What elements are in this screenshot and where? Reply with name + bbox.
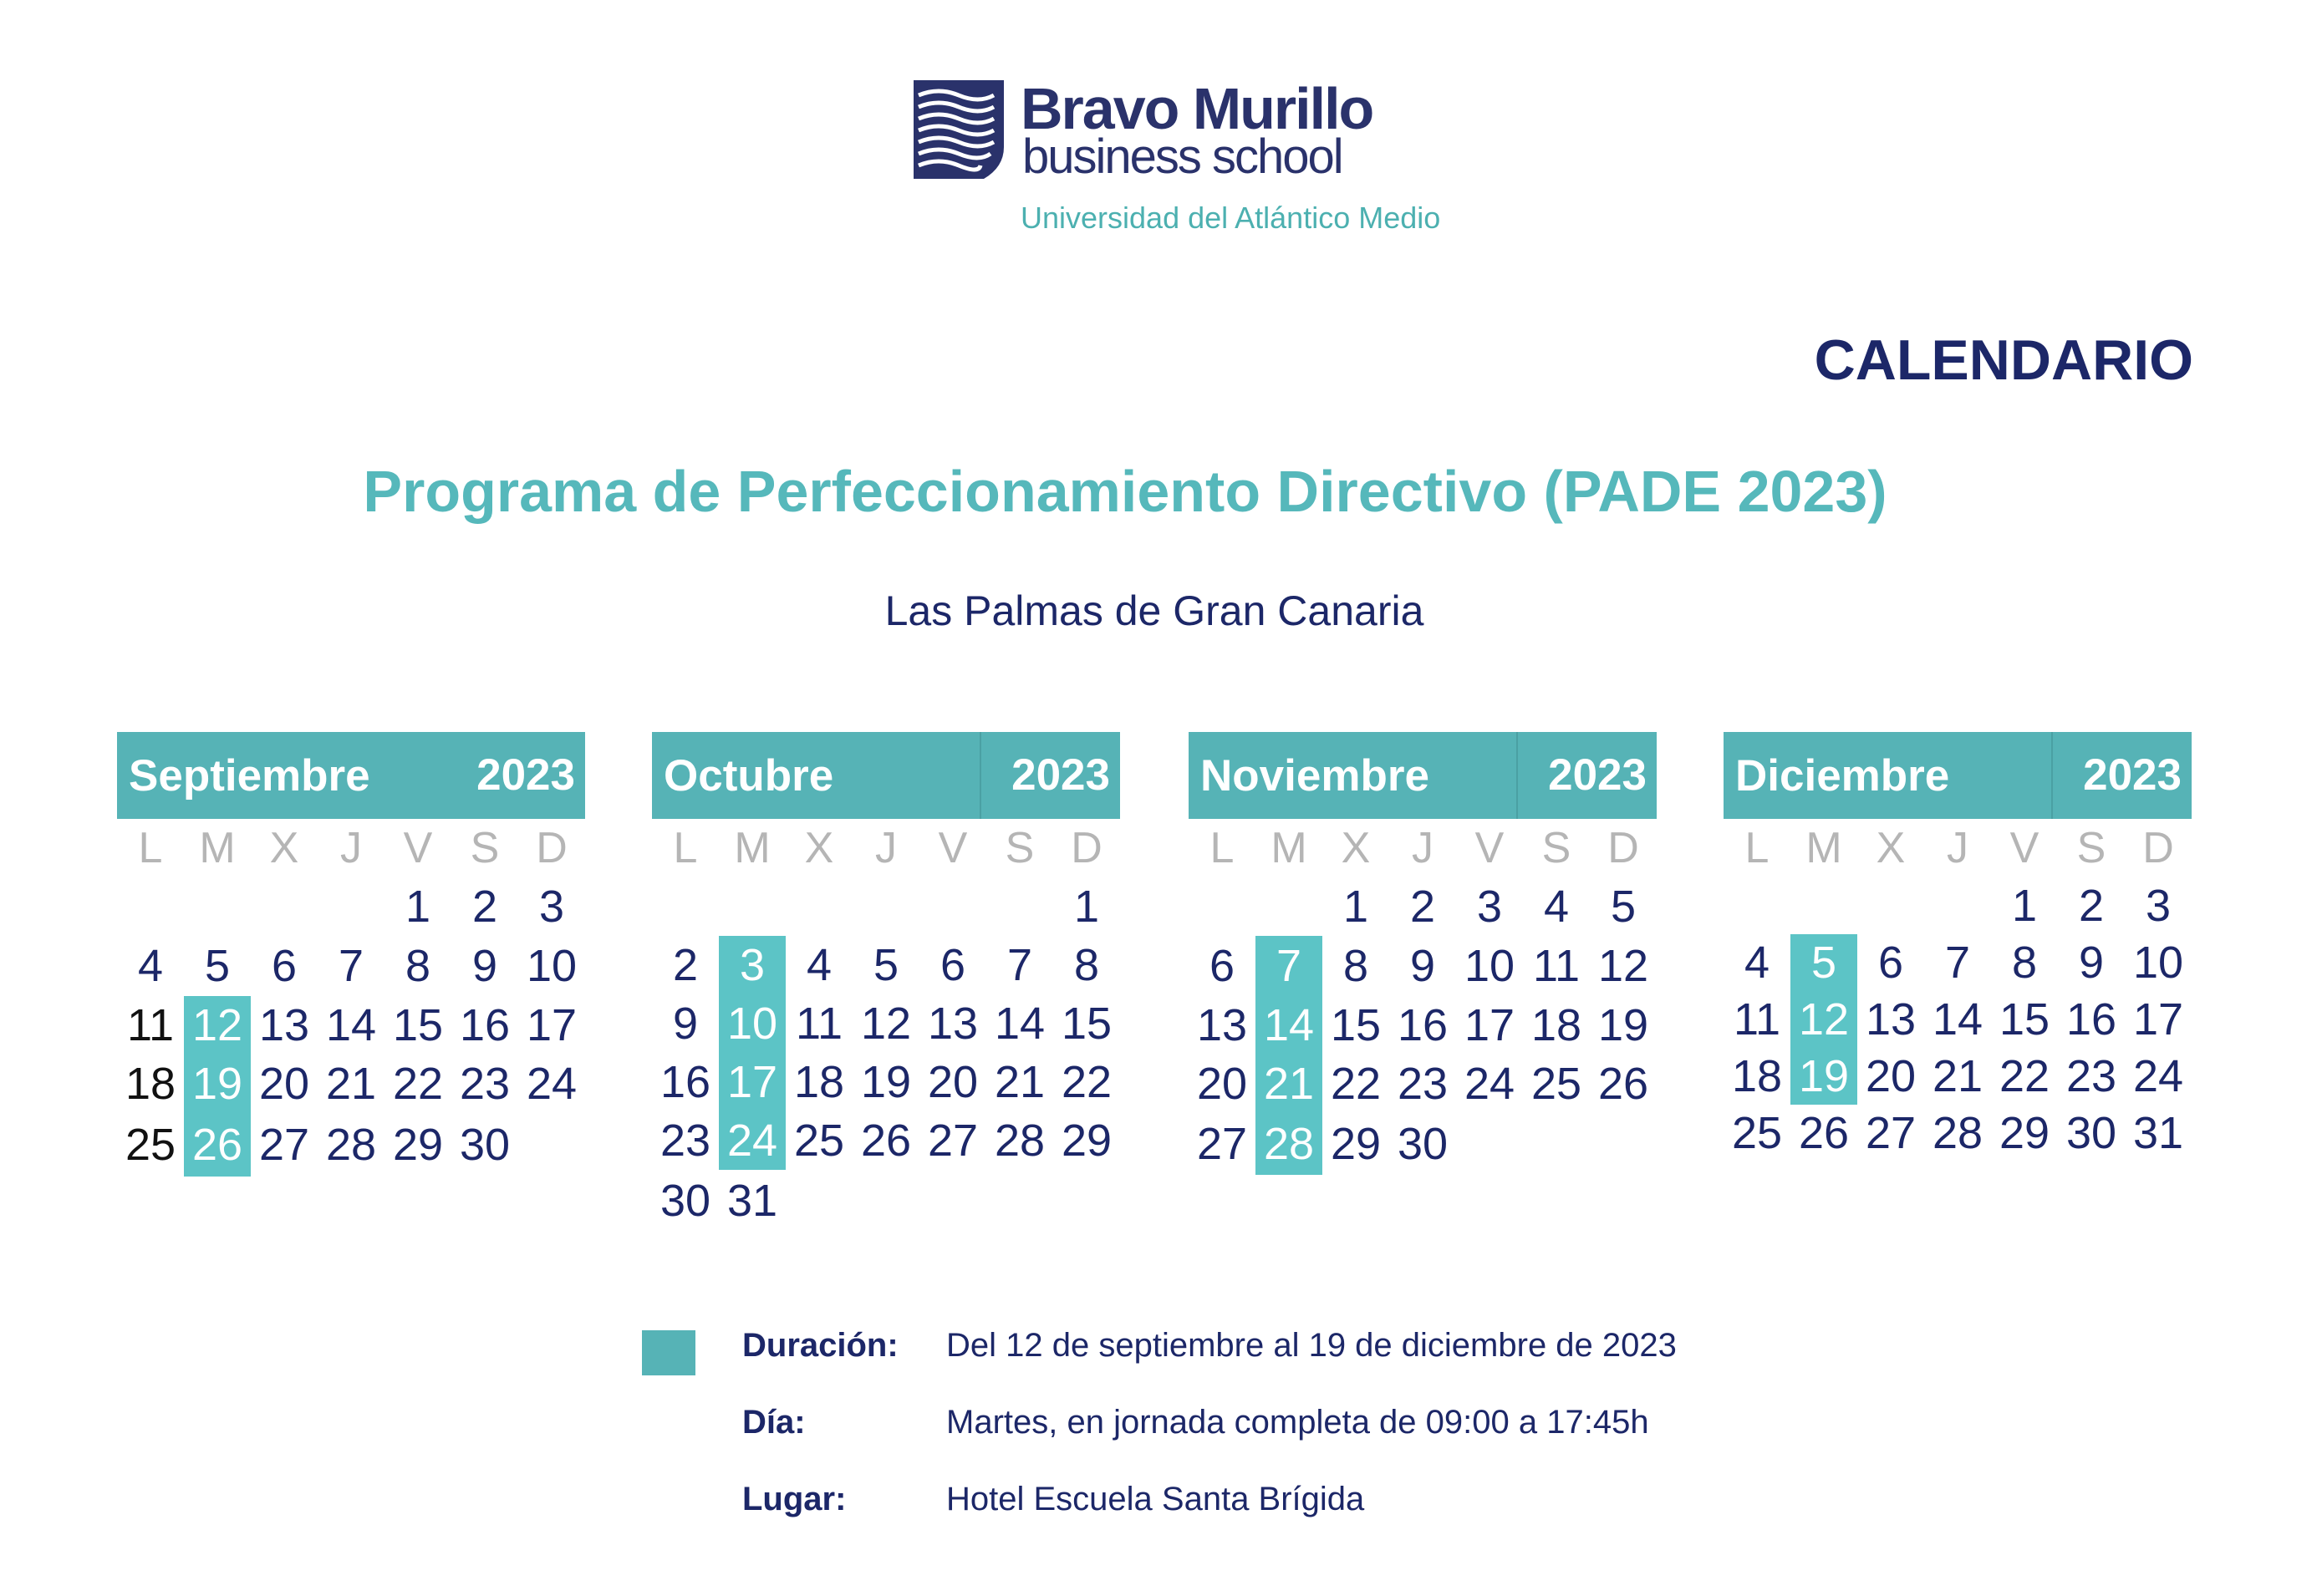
day-cell: 28	[1932, 1108, 1983, 1158]
day-cell: 21	[994, 1057, 1046, 1107]
week-row	[1724, 991, 2192, 1048]
month-septiembre	[117, 732, 585, 1177]
day-cell: 7	[1006, 940, 1033, 990]
empty-day-cell	[117, 877, 184, 936]
weekday-header-row	[1724, 819, 2192, 877]
place-label: Lugar:	[742, 1481, 847, 1517]
week-row	[652, 1111, 1120, 1170]
school-logo	[914, 77, 1449, 244]
week-row	[1189, 996, 1657, 1055]
empty-day-cell	[986, 877, 1053, 936]
month-name: Diciembre	[1735, 750, 1950, 801]
day-cell: 9	[1409, 941, 1436, 991]
weekday-label: V	[403, 824, 433, 872]
duration-label: Duración:	[742, 1327, 899, 1364]
empty-day-cell	[1724, 877, 1790, 934]
day-cell: 17	[2132, 994, 2184, 1045]
day-cell: 28	[994, 1116, 1046, 1166]
empty-day-cell	[1790, 877, 1857, 934]
day-cell: 30	[659, 1176, 711, 1226]
session-day-cell: 19	[184, 1055, 251, 1113]
day-label: Día:	[742, 1404, 806, 1441]
day-cell: 27	[1865, 1108, 1917, 1158]
weekday-header-row	[1189, 819, 1657, 877]
legend	[742, 1322, 1677, 1553]
day-cell: 3	[2145, 881, 2172, 931]
weekday-label: X	[269, 824, 299, 872]
weekday-label: V	[2009, 824, 2039, 872]
day-cell: 31	[726, 1176, 778, 1226]
university-name: Universidad del Atlántico Medio	[1021, 201, 1441, 235]
day-cell: 26	[1798, 1108, 1850, 1158]
day-cell: 1	[405, 882, 431, 932]
day-cell: 15	[1330, 1000, 1382, 1050]
empty-day-cell	[318, 877, 384, 936]
place-value: Hotel Escuela Santa Brígida	[946, 1481, 1365, 1517]
weekday-label: S	[2076, 824, 2106, 872]
month-year: 2023	[980, 732, 1120, 819]
weekday-label: D	[1071, 824, 1102, 872]
day-cell: 26	[1597, 1059, 1649, 1109]
week-row	[652, 877, 1120, 936]
day-cell: 22	[1061, 1057, 1113, 1107]
session-day-cell: 28	[1255, 1113, 1322, 1175]
day-cell: 20	[927, 1057, 979, 1107]
day-cell: 9	[672, 999, 699, 1049]
day-cell: 3	[538, 882, 565, 932]
day-cell: 19	[860, 1057, 912, 1107]
day-cell: 8	[1073, 940, 1100, 990]
day-cell: 4	[1744, 938, 1770, 988]
day-cell: 5	[873, 940, 899, 990]
day-cell: 5	[1610, 882, 1637, 932]
day-cell: 11	[795, 999, 843, 1049]
month-header	[652, 732, 1120, 819]
week-row	[652, 1170, 1120, 1232]
month-year: 2023	[1516, 732, 1657, 819]
day-cell: 29	[392, 1120, 444, 1170]
day-cell: 12	[860, 999, 912, 1049]
session-day-cell: 7	[1255, 936, 1322, 996]
weekday-label: V	[938, 824, 968, 872]
empty-day-cell	[1857, 877, 1924, 934]
empty-day-cell	[1590, 1113, 1657, 1175]
day-cell: 13	[1196, 1000, 1248, 1050]
session-day-cell: 24	[719, 1111, 786, 1170]
day-cell: 7	[338, 941, 364, 991]
weekday-header-row	[117, 819, 585, 877]
day-cell: 22	[1330, 1059, 1382, 1109]
empty-day-cell	[251, 877, 318, 936]
weekday-label: X	[1876, 824, 1906, 872]
weekday-label: M	[734, 824, 771, 872]
session-day-cell: 21	[1255, 1055, 1322, 1113]
weekday-label: L	[138, 824, 163, 872]
weekday-label: X	[804, 824, 834, 872]
empty-day-cell	[919, 1170, 986, 1232]
day-cell: 11	[126, 1000, 175, 1050]
day-cell: 17	[1464, 1000, 1515, 1050]
weekday-label: J	[340, 824, 362, 872]
day-cell: 8	[2011, 938, 2038, 988]
day-cell: 27	[1196, 1119, 1248, 1169]
day-cell: 24	[2132, 1051, 2184, 1101]
day-cell: 10	[2132, 938, 2184, 988]
empty-day-cell	[1053, 1170, 1120, 1232]
day-cell: 2	[672, 940, 699, 990]
day-cell: 14	[994, 999, 1046, 1049]
empty-day-cell	[719, 877, 786, 936]
session-day-cell: 19	[1790, 1048, 1857, 1105]
weekday-header-row	[652, 819, 1120, 877]
day-cell: 4	[806, 940, 833, 990]
session-day-cell: 3	[719, 936, 786, 994]
brand-subtitle: business school	[1022, 130, 1342, 184]
day-cell: 10	[1464, 941, 1515, 991]
empty-day-cell	[1255, 877, 1322, 936]
week-row	[652, 994, 1120, 1053]
empty-day-cell	[518, 1113, 585, 1177]
month-year: 2023	[476, 750, 575, 800]
day-cell: 22	[1999, 1051, 2050, 1101]
week-row	[652, 936, 1120, 994]
day-cell: 2	[471, 882, 498, 932]
day-cell: 24	[1464, 1059, 1515, 1109]
day-cell: 21	[1932, 1051, 1983, 1101]
month-days	[1724, 819, 2192, 1161]
day-cell: 9	[2078, 938, 2105, 988]
weekday-label: X	[1341, 824, 1371, 872]
session-day-cell: 5	[1790, 934, 1857, 991]
weekday-label: S	[1541, 824, 1571, 872]
day-cell: 7	[1944, 938, 1971, 988]
legend-row-day	[742, 1399, 1677, 1476]
month-diciembre	[1724, 732, 2192, 1161]
empty-day-cell	[1523, 1113, 1590, 1175]
empty-day-cell	[652, 877, 719, 936]
weekday-label: M	[1805, 824, 1842, 872]
day-cell: 13	[927, 999, 979, 1049]
week-row	[1189, 1055, 1657, 1113]
month-days	[117, 819, 585, 1177]
day-cell: 11	[1532, 941, 1581, 991]
weekday-label: D	[536, 824, 568, 872]
empty-day-cell	[1924, 877, 1991, 934]
day-cell: 26	[860, 1116, 912, 1166]
day-cell: 16	[659, 1057, 711, 1107]
day-cell: 23	[1397, 1059, 1449, 1109]
session-day-cell: 14	[1255, 996, 1322, 1055]
legend-row-duration	[742, 1322, 1677, 1399]
day-cell: 29	[1330, 1119, 1382, 1169]
day-cell: 20	[258, 1059, 310, 1109]
day-cell: 22	[392, 1059, 444, 1109]
empty-day-cell	[786, 1170, 853, 1232]
day-cell: 16	[1397, 1000, 1449, 1050]
weekday-label: L	[1744, 824, 1770, 872]
week-row	[1724, 1105, 2192, 1161]
week-row	[117, 1113, 585, 1177]
day-cell: 18	[1731, 1051, 1783, 1101]
week-row	[117, 877, 585, 936]
empty-day-cell	[853, 877, 919, 936]
month-octubre	[652, 732, 1120, 1232]
city-name: Las Palmas de Gran Canaria	[884, 587, 1424, 634]
page-title: CALENDARIO	[1814, 328, 2193, 392]
weekday-label: M	[199, 824, 236, 872]
day-cell: 15	[1061, 999, 1113, 1049]
day-cell: 28	[325, 1120, 377, 1170]
day-cell: 25	[125, 1120, 176, 1170]
day-cell: 30	[2065, 1108, 2117, 1158]
session-day-cell: 17	[719, 1053, 786, 1111]
day-cell: 14	[325, 1000, 377, 1050]
duration-value: Del 12 de septiembre al 19 de diciembre de 2023	[946, 1327, 1677, 1364]
empty-day-cell	[184, 877, 251, 936]
day-cell: 6	[271, 941, 298, 991]
empty-day-cell	[786, 877, 853, 936]
empty-day-cell	[986, 1170, 1053, 1232]
day-cell: 23	[2065, 1051, 2117, 1101]
month-days	[652, 819, 1120, 1232]
day-cell: 27	[927, 1116, 979, 1166]
day-cell: 21	[325, 1059, 377, 1109]
day-cell: 6	[940, 940, 966, 990]
program-title: Programa de Perfeccionamiento Directivo (PADE 2023)	[363, 459, 1887, 524]
weekday-label: D	[2142, 824, 2174, 872]
week-row	[1724, 877, 2192, 934]
day-cell: 23	[459, 1059, 511, 1109]
day-cell: 31	[2132, 1108, 2184, 1158]
day-cell: 14	[1932, 994, 1983, 1045]
day-cell: 16	[2065, 994, 2117, 1045]
day-cell: 1	[1342, 882, 1369, 932]
month-year: 2023	[2051, 732, 2192, 819]
day-cell: 8	[405, 941, 431, 991]
day-cell: 29	[1061, 1116, 1113, 1166]
day-cell: 8	[1342, 941, 1369, 991]
day-cell: 18	[793, 1057, 845, 1107]
month-header	[1189, 732, 1657, 819]
day-cell: 29	[1999, 1108, 2050, 1158]
legend-color-swatch	[642, 1330, 695, 1375]
day-cell: 17	[526, 1000, 578, 1050]
session-day-cell: 12	[184, 996, 251, 1055]
day-cell: 12	[1597, 941, 1649, 991]
month-name: Octubre	[664, 750, 834, 801]
day-cell: 20	[1865, 1051, 1917, 1101]
month-name: Noviembre	[1200, 750, 1429, 801]
day-cell: 18	[125, 1059, 176, 1109]
weekday-label: S	[1005, 824, 1035, 872]
day-cell: 10	[526, 941, 578, 991]
weekday-label: L	[1209, 824, 1235, 872]
day-cell: 25	[1530, 1059, 1582, 1109]
month-name: Septiembre	[129, 750, 370, 801]
day-cell: 13	[258, 1000, 310, 1050]
week-row	[652, 1053, 1120, 1111]
month-header	[117, 732, 585, 819]
day-cell: 25	[793, 1116, 845, 1166]
weekday-label: S	[470, 824, 500, 872]
day-cell: 23	[659, 1116, 711, 1166]
month-days	[1189, 819, 1657, 1175]
day-cell: 4	[1543, 882, 1570, 932]
striped-shield-icon	[914, 80, 1004, 179]
day-cell: 20	[1196, 1059, 1248, 1109]
session-day-cell: 12	[1790, 991, 1857, 1048]
day-cell: 13	[1865, 994, 1917, 1045]
day-cell: 9	[471, 941, 498, 991]
day-cell: 19	[1597, 1000, 1649, 1050]
day-cell: 11	[1733, 994, 1781, 1045]
weekday-label: J	[1412, 824, 1433, 872]
day-cell: 27	[258, 1120, 310, 1170]
weekday-label: M	[1271, 824, 1307, 872]
day-cell: 6	[1209, 941, 1235, 991]
legend-row-place	[742, 1476, 1677, 1553]
week-row	[1189, 877, 1657, 936]
weekday-label: J	[1947, 824, 1968, 872]
weekday-label: D	[1607, 824, 1639, 872]
day-cell: 1	[1073, 882, 1100, 932]
day-cell: 2	[1409, 882, 1436, 932]
week-row	[1189, 1113, 1657, 1175]
weekday-label: J	[875, 824, 897, 872]
day-cell: 30	[1397, 1119, 1449, 1169]
weekday-label: L	[673, 824, 698, 872]
day-cell: 18	[1530, 1000, 1582, 1050]
month-noviembre	[1189, 732, 1657, 1175]
day-cell: 3	[1476, 882, 1503, 932]
day-cell: 24	[526, 1059, 578, 1109]
day-cell: 30	[459, 1120, 511, 1170]
week-row	[117, 1055, 585, 1113]
weekday-label: V	[1474, 824, 1505, 872]
week-row	[117, 996, 585, 1055]
day-cell: 1	[2011, 881, 2038, 931]
day-cell: 25	[1731, 1108, 1783, 1158]
brand-name: Bravo Murillo	[1021, 76, 1373, 141]
day-cell: 15	[392, 1000, 444, 1050]
empty-day-cell	[1456, 1113, 1523, 1175]
week-row	[1724, 1048, 2192, 1105]
day-cell: 4	[137, 941, 164, 991]
session-day-cell: 26	[184, 1113, 251, 1177]
month-header	[1724, 732, 2192, 819]
week-row	[1724, 934, 2192, 991]
empty-day-cell	[853, 1170, 919, 1232]
day-cell: 16	[459, 1000, 511, 1050]
empty-day-cell	[919, 877, 986, 936]
session-day-cell: 10	[719, 994, 786, 1053]
week-row	[1189, 936, 1657, 996]
day-cell: 15	[1999, 994, 2050, 1045]
empty-day-cell	[1189, 877, 1255, 936]
day-cell: 6	[1877, 938, 1904, 988]
week-row	[117, 936, 585, 996]
day-value: Martes, en jornada completa de 09:00 a 17:45h	[946, 1404, 1649, 1441]
day-cell: 5	[204, 941, 231, 991]
day-cell: 2	[2078, 881, 2105, 931]
